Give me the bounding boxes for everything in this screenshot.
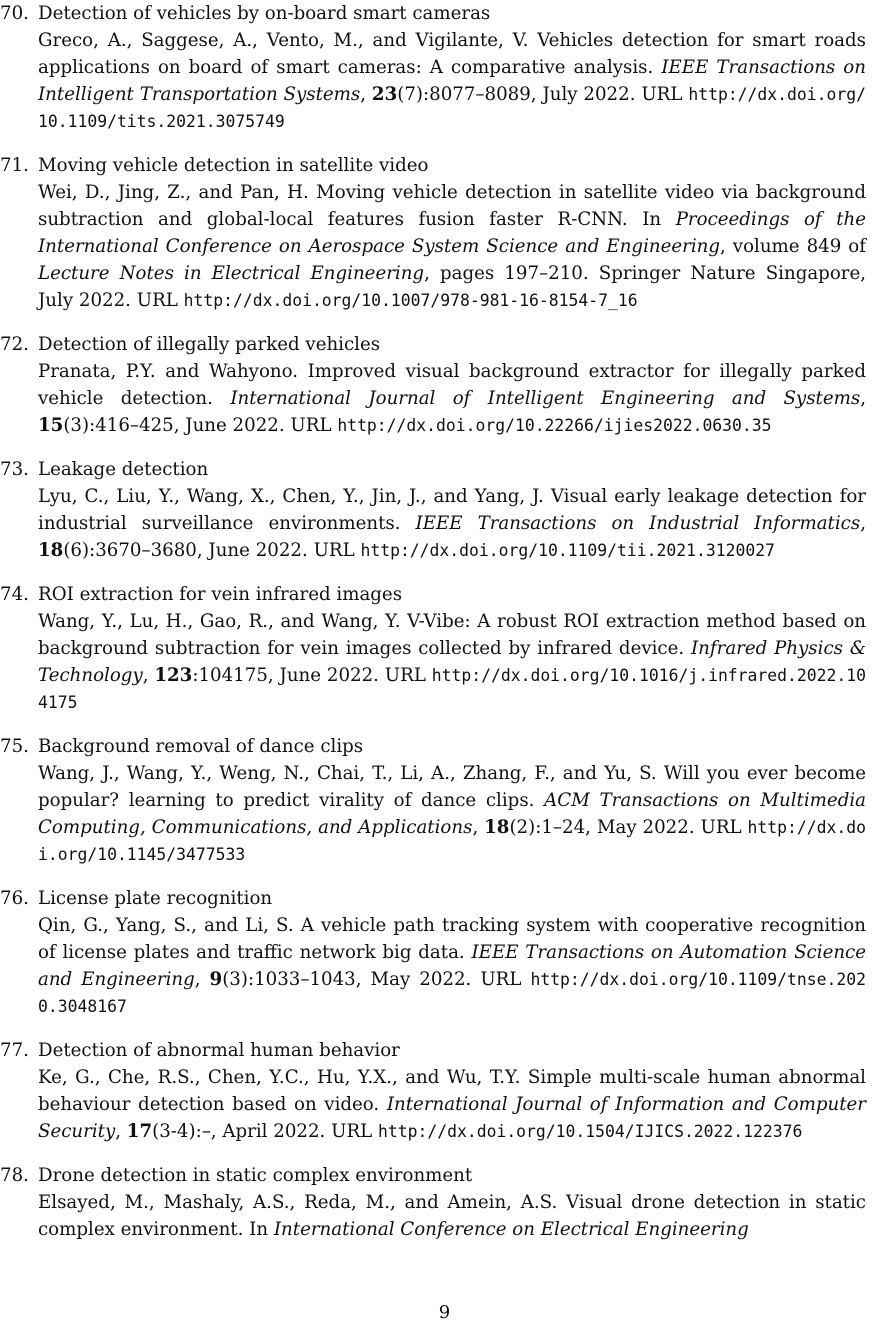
- entry-authors: Wang, J., Wang, Y., Weng, N., Chai, T., Li, A., Zhang, F., and Yu, S.: [38, 763, 657, 784]
- reference-entry-75: [0, 733, 866, 868]
- entry-issue-pages: (6):3670–3680, June 2022.: [63, 540, 308, 561]
- entry-citation: [38, 179, 866, 314]
- entry-number: 75.: [0, 736, 29, 757]
- entry-middle: , volume 849 of: [720, 236, 866, 257]
- entry-citation: Qin, G., Yang, S., and Li, S. A vehicle path tracking system with cooperative recognition of license plates and traffic network big data. IEEE Transactions on Automation Science and Engineering, 9(3):1033–1043, May 2022. URL http://dx.doi.org/10.1109/tnse.2020.3048167: [38, 915, 866, 1016]
- entry-url-link[interactable]: http://dx.doi.org/10.1504/IJICS.2022.122376: [378, 1122, 803, 1141]
- entry-authors: Qin, G., Yang, S., and Li, S.: [38, 915, 294, 936]
- entry-issue-pages: (3):1033–1043, May 2022.: [222, 969, 472, 990]
- entry-number: 72.: [0, 334, 29, 355]
- entry-venue: ACM Transactions on Multimedia Computing, Communications, and Applications: [38, 790, 866, 838]
- entry-topic: Moving vehicle detection in satellite video: [38, 155, 429, 176]
- entry-number: 76.: [0, 888, 29, 909]
- reference-entry-72: [0, 331, 866, 439]
- entry-topic: Leakage detection: [38, 459, 209, 480]
- entry-number: 77.: [0, 1040, 29, 1061]
- entry-title: Vehicles detection for smart roads applications on board of smart cameras: A comparative analysis.: [38, 30, 866, 78]
- entry-issue-pages: (7):8077–8089, July 2022.: [397, 84, 636, 105]
- entry-issue-pages: (3):416–425, June 2022.: [63, 415, 285, 436]
- entry-url-prefix: URL: [313, 540, 355, 561]
- entry-title: A vehicle path tracking system with cooperative recognition of license plates and traffic network big data.: [38, 915, 866, 963]
- entry-title: Simple multi-scale human abnormal behaviour detection based on video.: [38, 1067, 866, 1115]
- entry-volume: 9: [209, 969, 223, 990]
- entry-authors: Elsayed, M., Mashaly, A.S., Reda, M., and Amein, A.S.: [38, 1192, 558, 1213]
- entry-url-link[interactable]: http://dx.doi.org/10.22266/ijies2022.0630.35: [337, 416, 772, 435]
- entry-authors: Wei, D., Jing, Z., and Pan, H.: [38, 182, 309, 203]
- reference-entry-76: [0, 885, 866, 1020]
- entry-citation: Greco, A., Saggese, A., Vento, M., and Vigilante, V. Vehicles detection for smart roads applications on board of smart cameras: A comparative analysis. IEEE Transactions on Intelligent Transportation Systems, 23(7):8077–8089, July 2022. URL http://dx.doi.org/10.1109/tits.2021.3075749: [38, 30, 866, 131]
- entry-title: V-Vibe: A robust ROI extraction method based on background subtraction for vein images collected by infrared device.: [38, 611, 866, 659]
- entry-authors: Pranata, P.Y. and Wahyono.: [38, 361, 299, 382]
- entry-number: 78.: [0, 1165, 29, 1186]
- entry-volume: 17: [126, 1121, 153, 1142]
- entry-url-link[interactable]: http://dx.doi.org/10.1109/tits.2021.3075749: [38, 85, 866, 131]
- entry-authors: Lyu, C., Liu, Y., Wang, X., Chen, Y., Jin, J., and Yang, J.: [38, 486, 544, 507]
- entry-url-prefix: URL: [641, 84, 683, 105]
- reference-entry-77: [0, 1037, 866, 1145]
- entry-tail: , pages 197–210. Springer Nature Singapore, July 2022.: [38, 263, 867, 311]
- entry-series: Lecture Notes in Electrical Engineering: [38, 263, 425, 284]
- entry-url-prefix: URL: [331, 1121, 373, 1142]
- entry-citation: Ke, G., Che, R.S., Chen, Y.C., Hu, Y.X., and Wu, T.Y. Simple multi-scale human abnormal behaviour detection based on video. International Journal of Information and Computer Security, 17(3-4):–, April 2022. URL http://dx.doi.org/10.1504/IJICS.2022.122376: [38, 1067, 866, 1142]
- reference-entry-73: [0, 456, 866, 564]
- entry-title: Visual early leakage detection for industrial surveillance environments.: [38, 486, 866, 534]
- entry-venue: IEEE Transactions on Intelligent Transportation Systems: [38, 57, 866, 105]
- reference-entry-71: [0, 152, 867, 314]
- reference-entry-70: [0, 0, 866, 135]
- entry-url-link[interactable]: http://dx.doi.org/10.1109/tnse.2020.3048167: [38, 970, 866, 1016]
- entry-authors: Ke, G., Che, R.S., Chen, Y.C., Hu, Y.X., and Wu, T.Y.: [38, 1067, 521, 1088]
- entry-issue-pages: (3-4):–, April 2022.: [152, 1121, 326, 1142]
- entry-venue: Infrared Physics & Technology: [38, 638, 866, 686]
- entry-title: Visual drone detection in static complex environment. In: [38, 1192, 866, 1240]
- entry-authors: Wang, Y., Lu, H., Gao, R., and Wang, Y.: [38, 611, 401, 632]
- entry-url-prefix: URL: [384, 665, 426, 686]
- entry-venue: IEEE Transactions on Industrial Informatics: [415, 513, 861, 534]
- entry-citation: Lyu, C., Liu, Y., Wang, X., Chen, Y., Jin, J., and Yang, J. Visual early leakage detection for industrial surveillance environments. IEEE Transactions on Industrial Informatics, 18(6):3670–3680, June 2022. URL http://dx.doi.org/10.1109/tii.2021.3120027: [38, 486, 866, 561]
- entry-volume: 123: [154, 665, 193, 686]
- entry-url-prefix: URL: [290, 415, 332, 436]
- entry-volume: 23: [371, 84, 398, 105]
- entry-volume: 15: [38, 415, 64, 436]
- entry-url-prefix: URL: [136, 290, 178, 311]
- entry-citation: Pranata, P.Y. and Wahyono. Improved visual background extractor for illegally parked vehicle detection. International Journal of Intelligent Engineering and Systems, 15(3):416–425, June 2022. URL http://dx.doi.org/10.22266/ijies2022.0630.35: [38, 361, 866, 436]
- entry-number: 73.: [0, 459, 29, 480]
- entry-topic: Detection of illegally parked vehicles: [38, 334, 381, 355]
- reference-entry-78: [0, 1162, 866, 1243]
- entry-venue: International Journal of Information and Computer Security: [38, 1094, 866, 1142]
- entry-url-link[interactable]: http://dx.doi.org/10.1145/3477533: [38, 818, 866, 864]
- entry-venue: IEEE Transactions on Automation Science and Engineering: [38, 942, 866, 990]
- entry-citation: Wang, Y., Lu, H., Gao, R., and Wang, Y. V-Vibe: A robust ROI extraction method based on background subtraction for vein images collected by infrared device. Infrared Physics & Technology, 123:104175, June 2022. URL http://dx.doi.org/10.1016/j.infrared.2022.104175: [38, 611, 866, 712]
- entry-title: Will you ever become popular? learning to predict virality of dance clips.: [38, 763, 866, 811]
- entry-issue-pages: (2):1–24, May 2022.: [509, 817, 695, 838]
- entry-citation: [38, 1189, 866, 1243]
- entry-citation: Wang, J., Wang, Y., Weng, N., Chai, T., Li, A., Zhang, F., and Yu, S. Will you ever become popular? learning to predict virality of dance clips. ACM Transactions on Multimedia Computing, Communications, and Applications, 18(2):1–24, May 2022. URL http://dx.doi.org/10.1145/3477533: [38, 763, 866, 864]
- entry-url-prefix: URL: [700, 817, 742, 838]
- entry-issue-pages: :104175, June 2022.: [192, 665, 379, 686]
- entry-url-link[interactable]: http://dx.doi.org/10.1007/978-981-16-8154-7_16: [183, 291, 638, 310]
- entry-venue: Proceedings of the International Conference on Aerospace System Science and Engineering: [38, 209, 866, 257]
- entry-venue: International Journal of Intelligent Engineering and Systems: [230, 388, 861, 409]
- entry-topic: Detection of abnormal human behavior: [38, 1040, 400, 1061]
- entry-url-prefix: URL: [480, 969, 522, 990]
- entry-topic: Background removal of dance clips: [38, 736, 364, 757]
- entry-url-link[interactable]: http://dx.doi.org/10.1109/tii.2021.3120027: [360, 541, 775, 560]
- entry-topic: ROI extraction for vein infrared images: [38, 584, 403, 605]
- entry-venue: International Conference on Electrical Engineering: [273, 1219, 749, 1240]
- page-number: 9: [438, 1302, 451, 1323]
- entry-authors: Greco, A., Saggese, A., Vento, M., and Vigilante, V.: [38, 30, 529, 51]
- entry-title: Improved visual background extractor for illegally parked vehicle detection.: [38, 361, 866, 409]
- entry-title: Moving vehicle detection in satellite video via background subtraction and global-local features fusion faster R-CNN. In: [38, 182, 866, 230]
- entry-topic: Drone detection in static complex environment: [38, 1165, 473, 1186]
- entry-number: 70.: [0, 3, 29, 24]
- entry-volume: 18: [38, 540, 64, 561]
- entry-number: 74.: [0, 584, 29, 605]
- entry-topic: Detection of vehicles by on-board smart cameras: [38, 3, 491, 24]
- entry-number: 71.: [0, 155, 29, 176]
- entry-url-link[interactable]: http://dx.doi.org/10.1016/j.infrared.2022.104175: [38, 666, 866, 712]
- entry-topic: License plate recognition: [38, 888, 273, 909]
- entry-volume: 18: [484, 817, 510, 838]
- reference-entry-74: [0, 581, 866, 716]
